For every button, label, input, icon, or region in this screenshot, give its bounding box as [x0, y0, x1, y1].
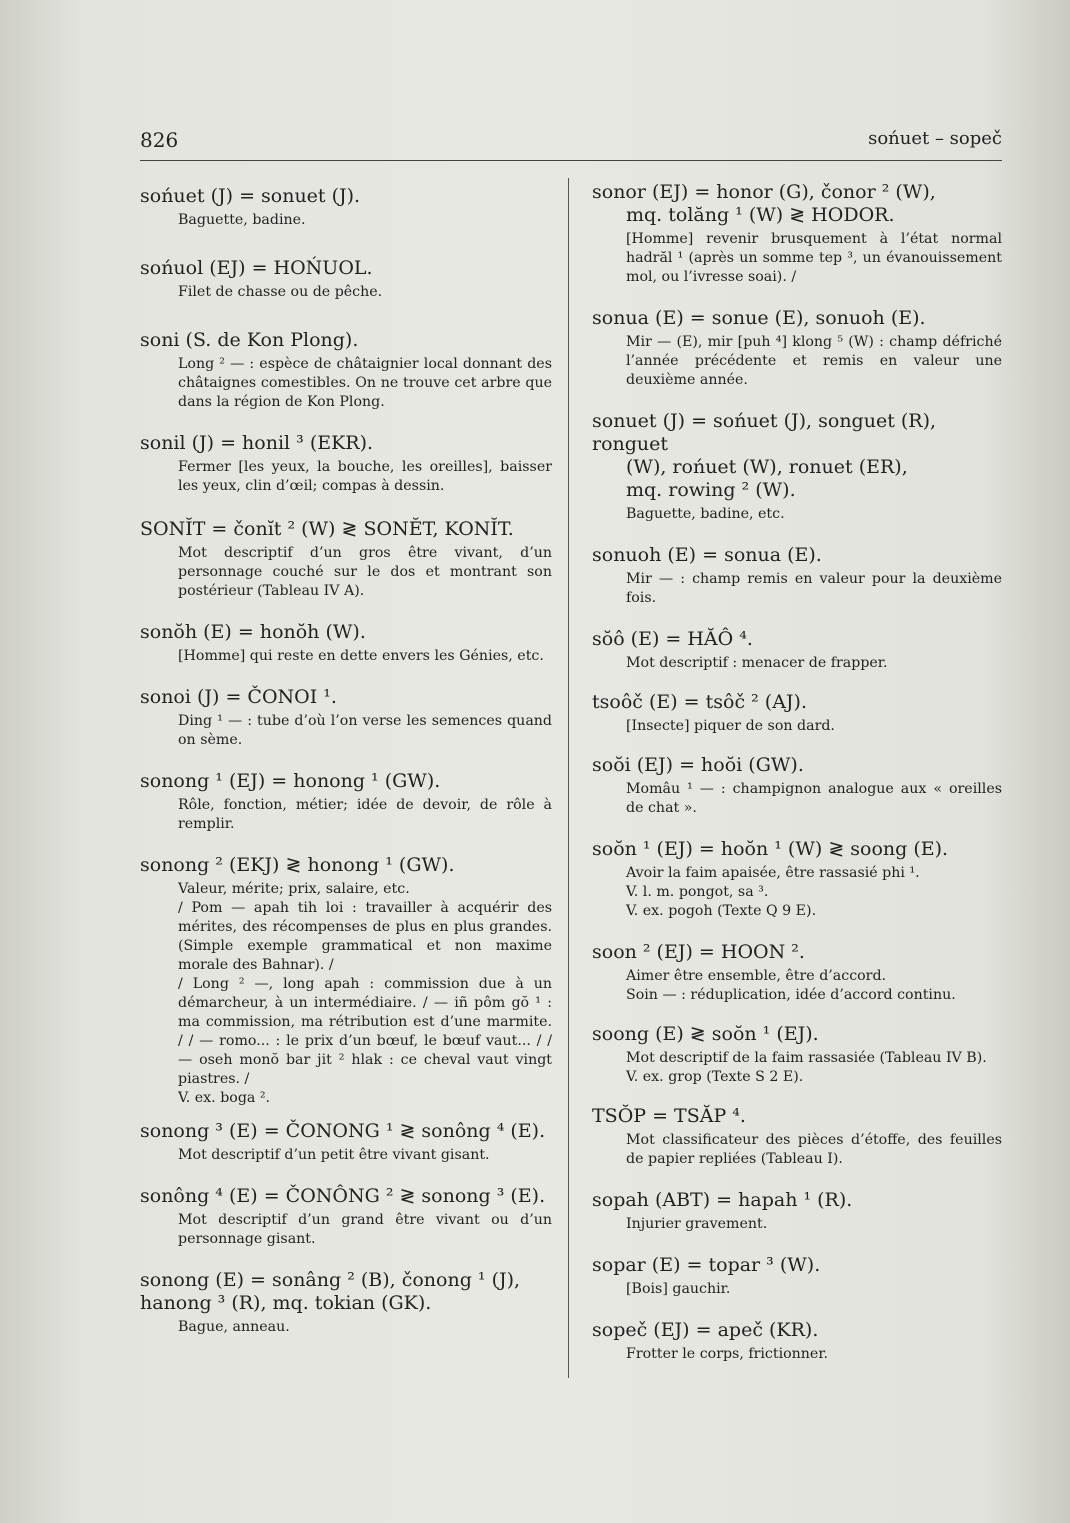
definition: Baguette, badine. [178, 212, 306, 228]
definition: Momâu ¹ — : champignon analogue aux « oreilles de chat ». [626, 781, 1002, 816]
headword: sonong (E) = sonâng ² (B), čonong ¹ (J), hanong ³ (R), mq. tokian (GK). [140, 1269, 521, 1314]
entry [140, 185, 552, 230]
right-column [592, 181, 1002, 1364]
entry [592, 307, 1002, 390]
entry [592, 181, 1002, 287]
definition: Long ² — : espèce de châtaignier local donnant des châtaignes comestibles. On ne trouve cet arbre que dans la région de Kon Plong. [178, 356, 552, 410]
entry [140, 329, 552, 412]
headword: sonuoh (E) = sonua (E). [592, 544, 822, 566]
headword: soong (E) ≷ soŏn ¹ (EJ). [592, 1023, 819, 1045]
headword: tsoôč (E) = tsôč ² (AJ). [592, 691, 808, 713]
headword: sonuet (J) = sońuet (J), songuet (R), ronguet (W), rońuet (W), ronuet (ER), mq. rowing ² (W). [592, 410, 937, 501]
entry [592, 628, 1002, 673]
headword: soon ² (EJ) = HOON ². [592, 941, 805, 963]
headword: sonông ⁴ (E) = ČONÔNG ² ≷ sonong ³ (E). [140, 1185, 546, 1207]
headword: sonua (E) = sonue (E), sonuoh (E). [592, 307, 926, 329]
page-range: sońuet – sopeč [868, 128, 1002, 149]
entry [140, 686, 552, 750]
headword: sonong ³ (E) = ČONONG ¹ ≷ sonông ⁴ (E). [140, 1120, 546, 1142]
headword: sońuet (J) = sonuet (J). [140, 185, 361, 207]
headword: TSŎP = TSĂP ⁴. [592, 1105, 746, 1127]
entry [592, 1189, 1002, 1234]
entry [592, 754, 1002, 818]
headword: soni (S. de Kon Plong). [140, 329, 359, 351]
left-column [140, 185, 552, 1337]
definition: Mot descriptif d’un gros être vivant, d’un personnage couché sur le dos et montrant son postérieur (Tableau IV A). [178, 545, 552, 599]
header-rule [140, 160, 1002, 161]
definition: Avoir la faim apaisée, être rassasié phi ¹. V. l. m. pongot, sa ³. V. ex. pogoh (Texte Q 9 E). [626, 865, 920, 919]
definition: Mot descriptif de la faim rassasiée (Tableau IV B). V. ex. grop (Texte S 2 E). [626, 1050, 987, 1085]
definition: Rôle, fonction, métier; idée de devoir, de rôle à remplir. [178, 797, 552, 832]
entry [592, 838, 1002, 921]
definition: Baguette, badine, etc. [626, 506, 785, 522]
entry [140, 518, 552, 601]
definition: Injurier gravement. [626, 1216, 768, 1232]
entry [140, 1185, 552, 1249]
entry [140, 854, 552, 1108]
headword: sonil (J) = honil ³ (EKR). [140, 432, 374, 454]
headword: soŏn ¹ (EJ) = hoŏn ¹ (W) ≷ soong (E). [592, 838, 949, 860]
headword: soŏi (EJ) = hoŏi (GW). [592, 754, 804, 776]
definition: [Insecte] piquer de son dard. [626, 718, 835, 734]
headword: SONĬT = čonĭt ² (W) ≷ SONĔT, KONĬT. [140, 518, 514, 540]
definition: [Bois] gauchir. [626, 1281, 731, 1297]
entry [592, 1023, 1002, 1087]
definition: Mot descriptif d’un petit être vivant gisant. [178, 1147, 490, 1163]
page-number: 826 [140, 128, 179, 152]
definition: [Homme] revenir brusquement à l’état normal hadrăl ¹ (après un somme tep ³, un évanouissement mol, ou l’ivresse soai). / [626, 231, 1002, 285]
definition: Mot descriptif : menacer de frapper. [626, 655, 888, 671]
headword: sońuol (EJ) = HOŃUOL. [140, 257, 373, 279]
entry [140, 621, 552, 666]
entry [140, 1269, 552, 1337]
definition: Bague, anneau. [178, 1319, 290, 1335]
definition: Mir — (E), mir [puh ⁴] klong ⁵ (W) : champ défriché l’année précédente et remis en valeur une deuxième année. [626, 334, 1002, 388]
entry [140, 432, 552, 496]
column-rule [568, 178, 569, 1378]
definition: [Homme] qui reste en dette envers les Génies, etc. [178, 648, 544, 664]
definition: Frotter le corps, frictionner. [626, 1346, 829, 1362]
definition: Mir — : champ remis en valeur pour la deuxième fois. [626, 571, 1002, 606]
entry [592, 1105, 1002, 1169]
headword: sopah (ABT) = hapah ¹ (R). [592, 1189, 853, 1211]
entry [140, 770, 552, 834]
definition: Valeur, mérite; prix, salaire, etc. / Pom — apah tih loi : travailler à acquérir des mérites, des récompenses de plus en plus grandes. (Simple exemple grammatical et non maxime morale des Bahnar). / / Long ² —, long apah : commission due à un démarcheur, à un intermédiaire. / — iñ pôm gŏ ¹ : ma commission, ma rétribution est d’une marmite. / / — romo... : le prix d’un bœuf, le bœuf vaut... / / — oseh monŏ bar jit ² hlak : ce cheval vaut vingt piastres. / V. ex. boga ². [178, 881, 552, 1106]
definition: Filet de chasse ou de pêche. [178, 284, 383, 300]
headword: sonor (EJ) = honor (G), čonor ² (W), mq. tolăng ¹ (W) ≷ HODOR. [592, 181, 936, 226]
entry [592, 941, 1002, 1005]
headword: sonong ² (EKJ) ≷ honong ¹ (GW). [140, 854, 455, 876]
entry [140, 1120, 552, 1165]
headword: sopeč (EJ) = apeč (KR). [592, 1319, 819, 1341]
headword: sonŏh (E) = honŏh (W). [140, 621, 366, 643]
entry [592, 1319, 1002, 1364]
definition: Fermer [les yeux, la bouche, les oreilles], baisser les yeux, clin d’œil; compas à dessin. [178, 459, 552, 494]
headword: sonong ¹ (EJ) = honong ¹ (GW). [140, 770, 441, 792]
entry [592, 1254, 1002, 1299]
headword: sŏô (E) = HĂÔ ⁴. [592, 628, 753, 650]
definition: Mot descriptif d’un grand être vivant ou d’un personnage gisant. [178, 1212, 552, 1247]
definition: Ding ¹ — : tube d’où l’on verse les semences quand on sème. [178, 713, 552, 748]
entry [592, 544, 1002, 608]
entry [592, 691, 1002, 736]
entry [592, 410, 1002, 524]
headword: sopar (E) = topar ³ (W). [592, 1254, 821, 1276]
entry [140, 257, 552, 302]
definition: Aimer être ensemble, être d’accord. Soin — : réduplication, idée d’accord continu. [626, 968, 956, 1003]
headword: sonoi (J) = ČONOI ¹. [140, 686, 337, 708]
definition: Mot classificateur des pièces d’étoffe, des feuilles de papier repliées (Tableau I). [626, 1132, 1002, 1167]
